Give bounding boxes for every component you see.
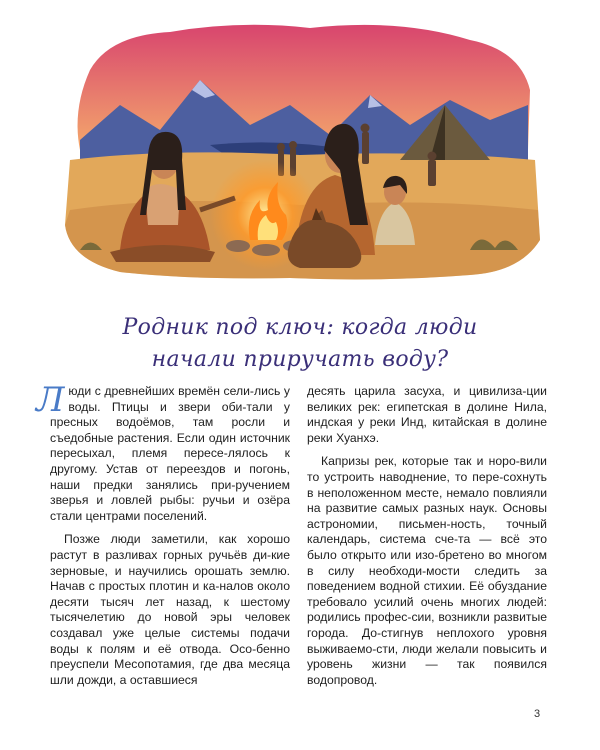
- paragraph-text: юди с древнейших времён сели-лись у воды. Птицы и звери оби-тали у пресных водоёмов, там росли и съедобные растения. Если один источник пересыхал, племя пересе-лялось к другому. Устав от переездов и погонь, наши предки занялись при-ручением зверья и ловлей рыбы: ручьи и озёра стали центрами поселений.: [50, 384, 290, 523]
- right-column: [307, 384, 547, 696]
- paragraph: Позже люди заметили, как хорошо растут в разливах горных ручьёв ди-кие зерновые, и научились орошать землю. Начав с простых плотин и ка-налов около десяти тысяч лет назад, к шестому тысячелетию до новой эры человек создавал уже целые системы подачи воды к полям и её отвода. Осо-бенно преуспели Месопотамия, где два месяца шли дожди, а оставшиеся: [50, 532, 290, 687]
- title-line-2: начали приручать воду?: [151, 347, 449, 372]
- title-line-1: Родник под ключ: когда люди: [122, 315, 478, 340]
- paragraph: [36, 380, 290, 524]
- page-number: 3: [534, 708, 541, 720]
- campfire-illustration: [50, 10, 550, 285]
- left-column: [36, 380, 290, 696]
- drop-cap: Л: [36, 380, 65, 420]
- article-title: [0, 312, 600, 376]
- paragraph: десять царила засуха, и цивилиза-ции великих рек: египетская в долине Нила, индская у реки Инд, китайская в долине реки Хуанхэ.: [307, 384, 547, 445]
- paragraph: Капризы рек, которые так и норо-вили то устроить наводнение, то пере-сохнуть в неположенном месте, немало повлияли на развитие самых разных наук. Основы астрономии, письмен-ность, точный календарь, система сче-та — всё это было открыто или изо-бретено во многом в силу необходи-мости следить за поведением водной стихии. Её обуздание требовало усилий очень многих людей: родились профес-сии, возникли развитые города. До-стигнув неплохого уровня выживаемо-сти, люди желали повысить и уровень жизни — так появился водопровод.: [307, 454, 547, 687]
